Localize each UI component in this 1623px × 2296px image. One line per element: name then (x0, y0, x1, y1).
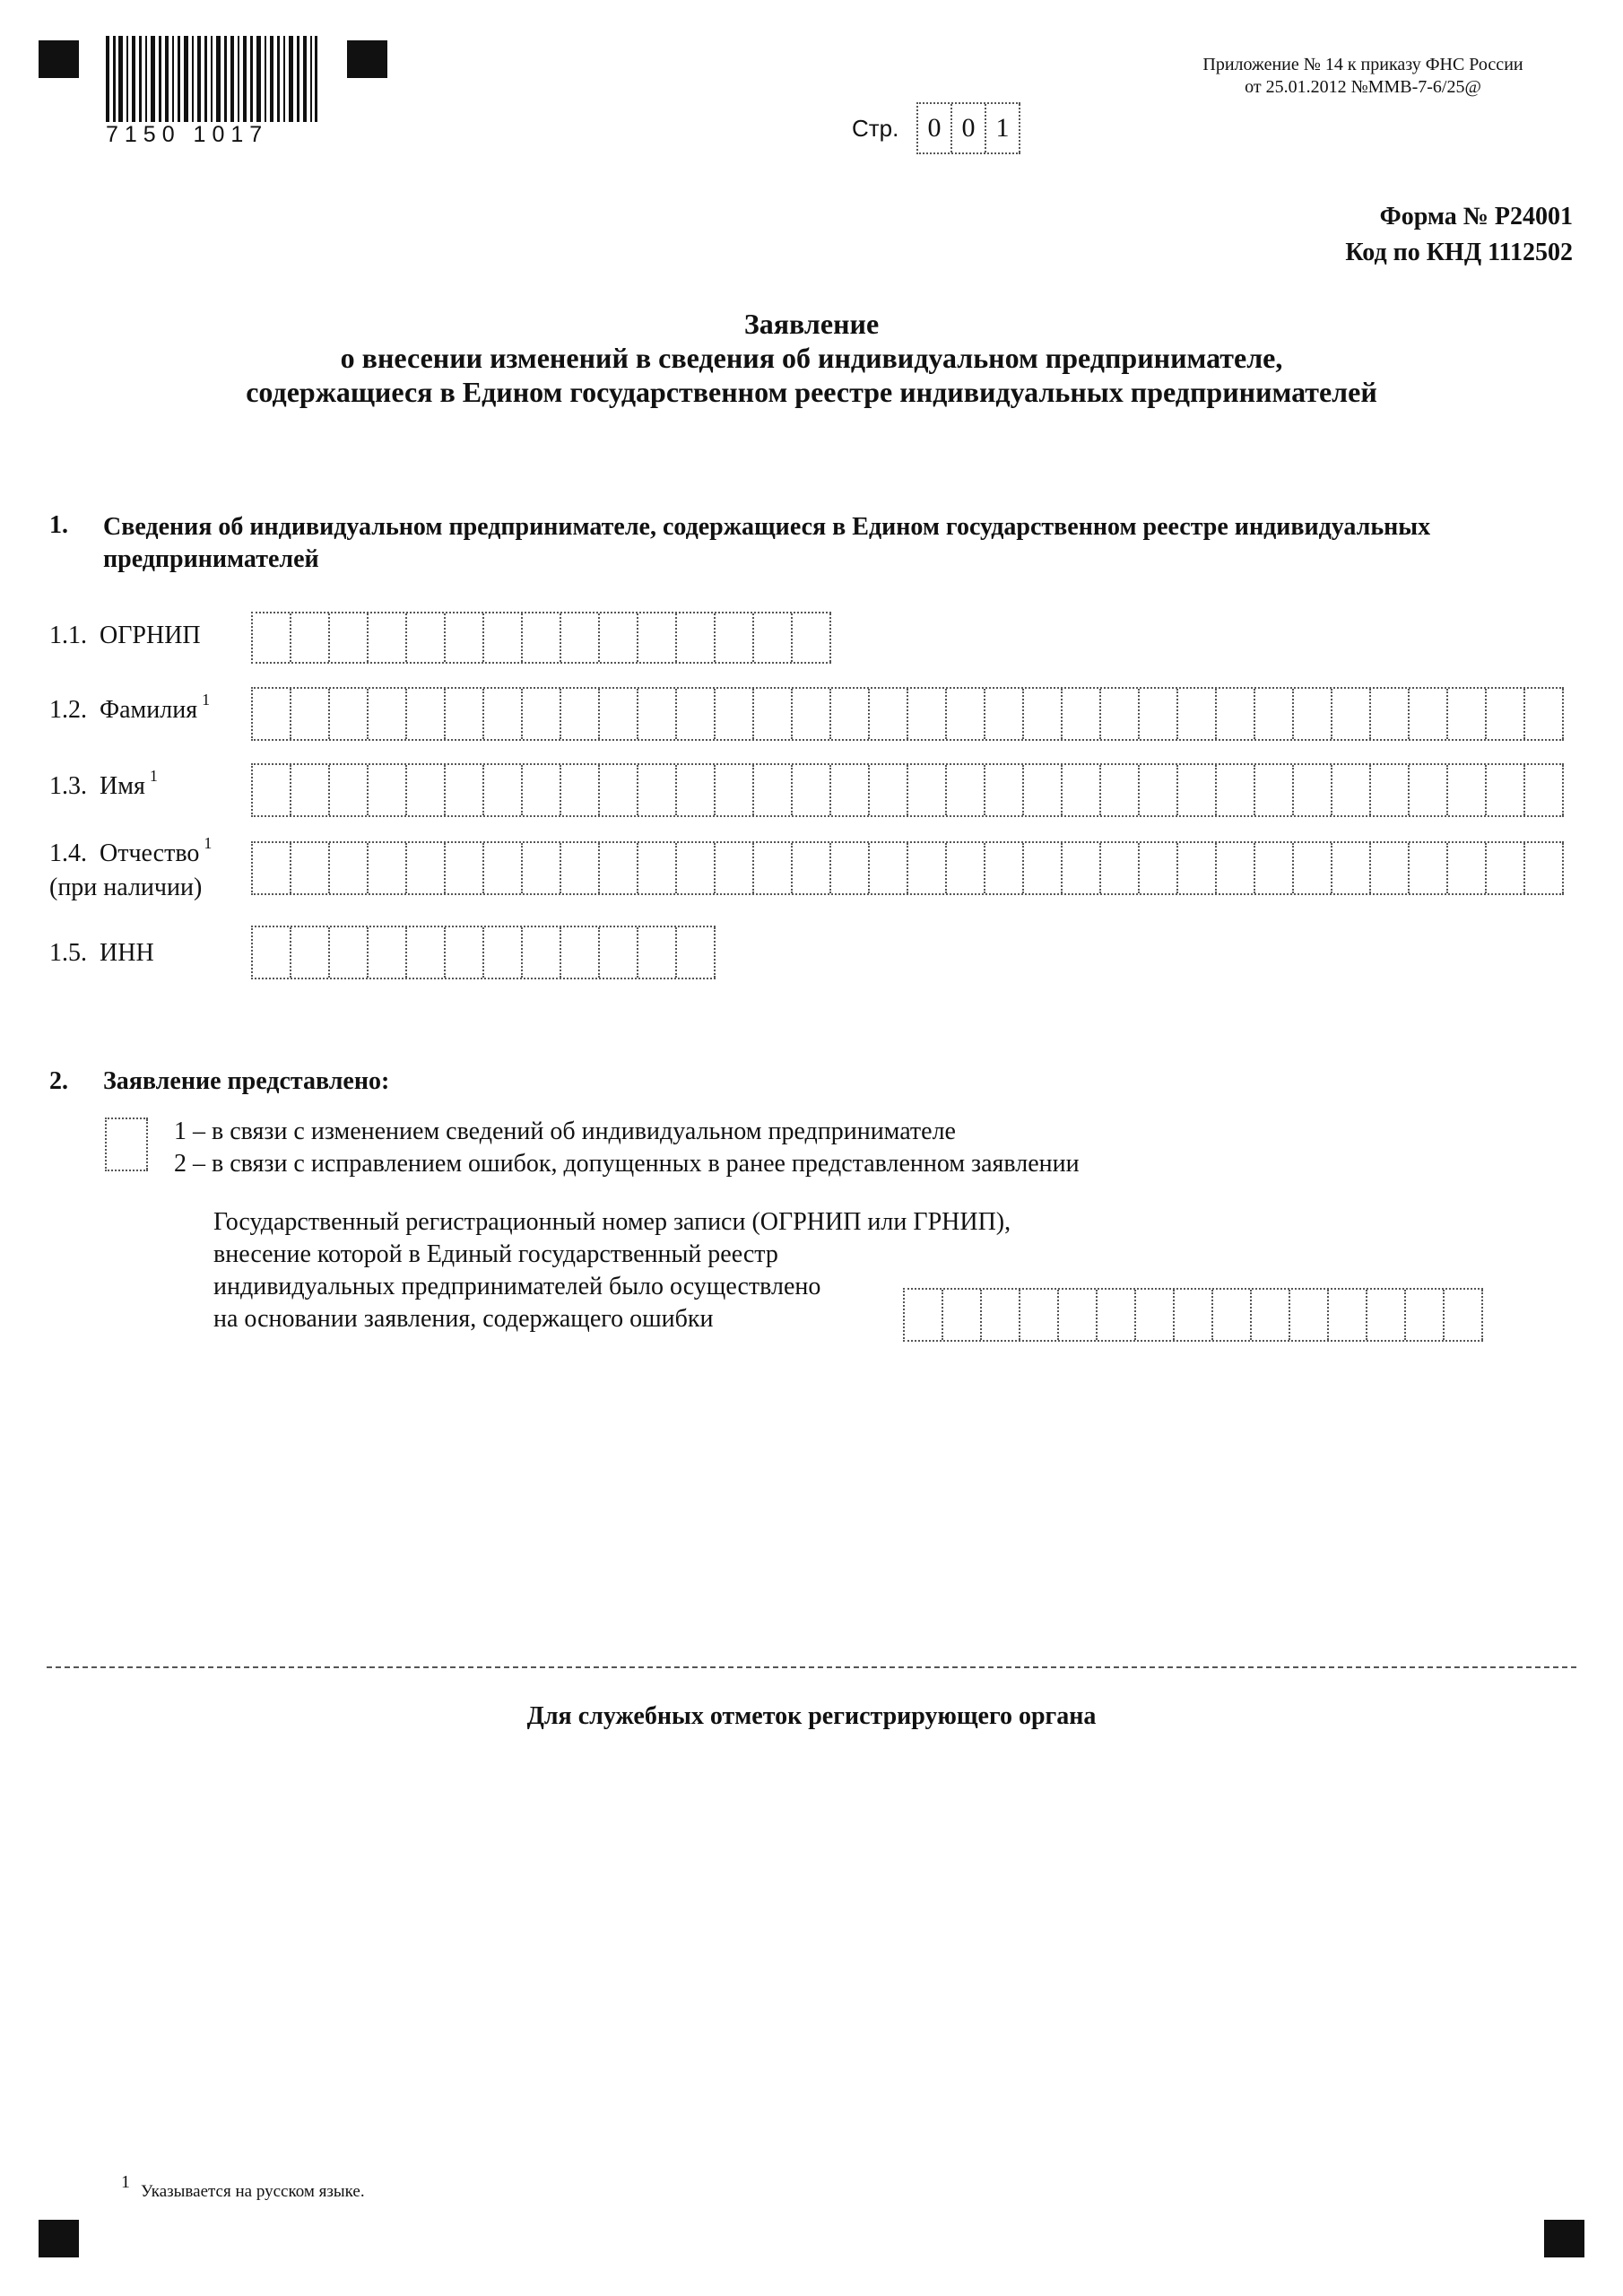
input-cell (291, 613, 330, 662)
section-1-heading-line-2: предпринимателей (103, 545, 319, 573)
input-cell (1406, 1290, 1445, 1340)
input-cell (1525, 689, 1564, 739)
input-cell (253, 689, 291, 739)
input-cell (1140, 765, 1178, 815)
official-marks-heading: Для служебных отметок регистрирующего органа (526, 1702, 1097, 1730)
input-cell (330, 765, 369, 815)
input-cell (1213, 1290, 1252, 1340)
input-cell (793, 689, 831, 739)
input-cell (369, 927, 407, 978)
input-cell (446, 765, 484, 815)
title-line-1: Заявление (743, 308, 880, 340)
knd-code: Код по КНД 1112502 (1345, 239, 1573, 266)
input-cell (1371, 689, 1410, 739)
page-digit: 1 (986, 104, 1020, 152)
input-cell (985, 843, 1024, 893)
input-cell (638, 613, 677, 662)
input-cell (484, 765, 523, 815)
input-cell (1024, 765, 1063, 815)
input-cell (369, 689, 407, 739)
input-cell (330, 843, 369, 893)
input-cell (561, 689, 600, 739)
input-cell (1101, 843, 1140, 893)
registration-marker-top-left (39, 40, 79, 78)
input-cell (870, 843, 908, 893)
input-cell (600, 689, 638, 739)
field-surname-label: 1.2. Фамилия $^1$ (49, 691, 211, 724)
input-cell (407, 927, 446, 978)
footnote-mark: 1 (121, 2172, 130, 2192)
input-cell (1332, 689, 1371, 739)
input-cell (982, 1290, 1020, 1340)
reason-option-2: 2 – в связи с исправлением ошибок, допущенных в ранее представленном заявлении (174, 1150, 1080, 1178)
input-cell (870, 765, 908, 815)
input-cell (1294, 689, 1332, 739)
input-cell (407, 613, 446, 662)
page-digit: 0 (918, 104, 952, 152)
input-cell (330, 927, 369, 978)
input-cell (484, 689, 523, 739)
input-cell (407, 765, 446, 815)
input-cell (716, 765, 754, 815)
input-cell (1371, 765, 1410, 815)
title-line-3: содержащиеся в Едином государственном реестре индивидуальных предпринимателей (246, 376, 1377, 408)
field-patronymic-label: 1.4. Отчество $^1$ (при наличии) (49, 834, 213, 901)
input-cell (330, 689, 369, 739)
input-cell (908, 689, 947, 739)
input-cell (446, 843, 484, 893)
footnote (121, 2172, 365, 2202)
input-cell (754, 843, 793, 893)
note-line-4: на основании заявления, содержащего ошибки (213, 1305, 714, 1333)
input-cell (1487, 765, 1525, 815)
note-line-2: внесение которой в Единый государственный реестр (213, 1240, 778, 1268)
input-cell (600, 765, 638, 815)
input-cell (1101, 689, 1140, 739)
input-cell (677, 689, 716, 739)
input-cell (947, 689, 985, 739)
section-1-heading (103, 511, 1583, 576)
input-cell (1024, 689, 1063, 739)
appendix-line-1: Приложение № 14 к приказу ФНС России (1202, 55, 1523, 74)
input-cell (905, 1290, 943, 1340)
ogrnip-input[interactable] (251, 612, 831, 664)
input-cell (947, 843, 985, 893)
input-cell (1332, 765, 1371, 815)
input-cell (330, 613, 369, 662)
barcode-number: 7150 1017 (106, 122, 269, 147)
input-cell (1098, 1290, 1136, 1340)
note-line-1: Государственный регистрационный номер записи (ОГРНИП или ГРНИП), (213, 1208, 1011, 1236)
input-cell (793, 613, 831, 662)
input-cell (484, 927, 523, 978)
input-cell (793, 765, 831, 815)
input-cell (253, 927, 291, 978)
input-cell (1063, 689, 1101, 739)
input-cell (446, 927, 484, 978)
input-cell (1024, 843, 1063, 893)
surname-input[interactable] (251, 687, 1564, 741)
input-cell (870, 689, 908, 739)
input-cell (716, 613, 754, 662)
input-cell (523, 689, 561, 739)
input-cell (561, 843, 600, 893)
input-cell (1255, 843, 1294, 893)
input-cell (1217, 843, 1255, 893)
input-cell (1020, 1290, 1059, 1340)
input-cell (1063, 765, 1101, 815)
input-cell (291, 927, 330, 978)
section-1-heading-line-1: Сведения об индивидуальном предпринимателе, содержащиеся в Едином государственном реестре индивидуальных (103, 513, 1431, 541)
input-cell (638, 689, 677, 739)
input-cell (523, 613, 561, 662)
input-cell (369, 843, 407, 893)
input-cell (677, 613, 716, 662)
input-cell (831, 765, 870, 815)
input-cell (523, 843, 561, 893)
input-cell (1445, 1290, 1483, 1340)
input-cell (754, 689, 793, 739)
input-cell (561, 927, 600, 978)
input-cell (716, 689, 754, 739)
input-cell (638, 927, 677, 978)
registration-number-note (213, 1206, 1011, 1335)
input-cell (831, 689, 870, 739)
input-cell (1178, 689, 1217, 739)
input-cell (1136, 1290, 1175, 1340)
input-cell (754, 765, 793, 815)
input-cell (407, 689, 446, 739)
page-label: Стр. (852, 115, 899, 142)
input-cell (1294, 765, 1332, 815)
input-cell (407, 843, 446, 893)
section-1-number: 1. (49, 511, 68, 539)
field-name-label: 1.3. Имя $^1$ (49, 767, 158, 800)
input-cell (369, 613, 407, 662)
section-2-number: 2. (49, 1067, 68, 1095)
input-cell (600, 927, 638, 978)
submission-reason-input[interactable] (105, 1118, 148, 1171)
input-cell (253, 613, 291, 662)
input-cell (1294, 843, 1332, 893)
input-cell (1063, 843, 1101, 893)
input-cell (985, 689, 1024, 739)
input-cell (947, 765, 985, 815)
input-cell (484, 843, 523, 893)
input-cell (1487, 843, 1525, 893)
input-cell (1101, 765, 1140, 815)
input-cell (1140, 689, 1178, 739)
input-cell (716, 843, 754, 893)
input-cell (1410, 689, 1448, 739)
input-cell (1140, 843, 1178, 893)
input-cell (1178, 843, 1217, 893)
input-cell (943, 1290, 982, 1340)
input-cell (1175, 1290, 1213, 1340)
form-info (1345, 199, 1573, 271)
input-cell (369, 765, 407, 815)
input-cell (291, 689, 330, 739)
input-cell (523, 927, 561, 978)
page-number-field[interactable] (916, 102, 1020, 154)
section-2-heading: Заявление представлено: (103, 1067, 390, 1095)
input-cell (561, 613, 600, 662)
input-cell (523, 765, 561, 815)
input-cell (446, 689, 484, 739)
registration-marker-bottom-left (39, 2220, 79, 2257)
name-input[interactable] (251, 763, 1564, 817)
input-cell (908, 765, 947, 815)
input-cell (484, 613, 523, 662)
input-cell (1332, 843, 1371, 893)
input-cell (291, 765, 330, 815)
input-cell (677, 927, 716, 978)
input-cell (985, 765, 1024, 815)
input-cell (1448, 765, 1487, 815)
input-cell (1410, 765, 1448, 815)
registration-number-input[interactable] (903, 1288, 1483, 1342)
input-cell (638, 843, 677, 893)
input-cell (1525, 765, 1564, 815)
footnote-ref: 1 (149, 767, 158, 785)
input-cell (561, 765, 600, 815)
appendix-reference (1166, 54, 1560, 99)
field-inn-label: 1.5. ИНН (49, 939, 154, 967)
input-cell (446, 613, 484, 662)
input-cell (1059, 1290, 1098, 1340)
inn-input[interactable] (251, 926, 716, 979)
input-cell (600, 613, 638, 662)
footnote-text: Указывается на русском языке. (141, 2182, 365, 2201)
registration-marker-bottom-right (1544, 2220, 1584, 2257)
input-cell (1525, 843, 1564, 893)
input-cell (1178, 765, 1217, 815)
input-cell (1371, 843, 1410, 893)
field-ogrnip-label: 1.1. ОГРНИП (49, 622, 201, 649)
input-cell (1255, 765, 1294, 815)
appendix-line-2: от 25.01.2012 №ММВ-7-6/25@ (1245, 77, 1481, 97)
input-cell (831, 843, 870, 893)
registration-marker-top-right (347, 40, 387, 78)
input-cell (253, 765, 291, 815)
input-cell (1367, 1290, 1406, 1340)
input-cell (1217, 765, 1255, 815)
reason-option-1: 1 – в связи с изменением сведений об индивидуальном предпринимателе (174, 1118, 956, 1145)
form-number: Форма № Р24001 (1379, 203, 1573, 230)
footnote-ref: 1 (204, 834, 213, 852)
input-cell (1448, 689, 1487, 739)
barcode (106, 36, 317, 122)
input-cell (1255, 689, 1294, 739)
patronymic-input[interactable] (251, 841, 1564, 895)
input-cell (677, 765, 716, 815)
input-cell (793, 843, 831, 893)
input-cell (1487, 689, 1525, 739)
input-cell (677, 843, 716, 893)
input-cell (1217, 689, 1255, 739)
footnote-ref: 1 (202, 691, 211, 709)
input-cell (1252, 1290, 1290, 1340)
input-cell (1290, 1290, 1329, 1340)
page-digit: 0 (952, 104, 986, 152)
input-cell (291, 843, 330, 893)
input-cell (638, 765, 677, 815)
note-line-3: индивидуальных предпринимателей было осуществлено (213, 1273, 821, 1300)
input-cell (908, 843, 947, 893)
input-cell (1329, 1290, 1367, 1340)
input-cell (600, 843, 638, 893)
input-cell (1410, 843, 1448, 893)
input-cell (754, 613, 793, 662)
document-title (0, 307, 1623, 409)
title-line-2: о внесении изменений в сведения об индивидуальном предпринимателе, (340, 342, 1283, 374)
cut-line (47, 1666, 1576, 1668)
input-cell (253, 843, 291, 893)
input-cell (1448, 843, 1487, 893)
